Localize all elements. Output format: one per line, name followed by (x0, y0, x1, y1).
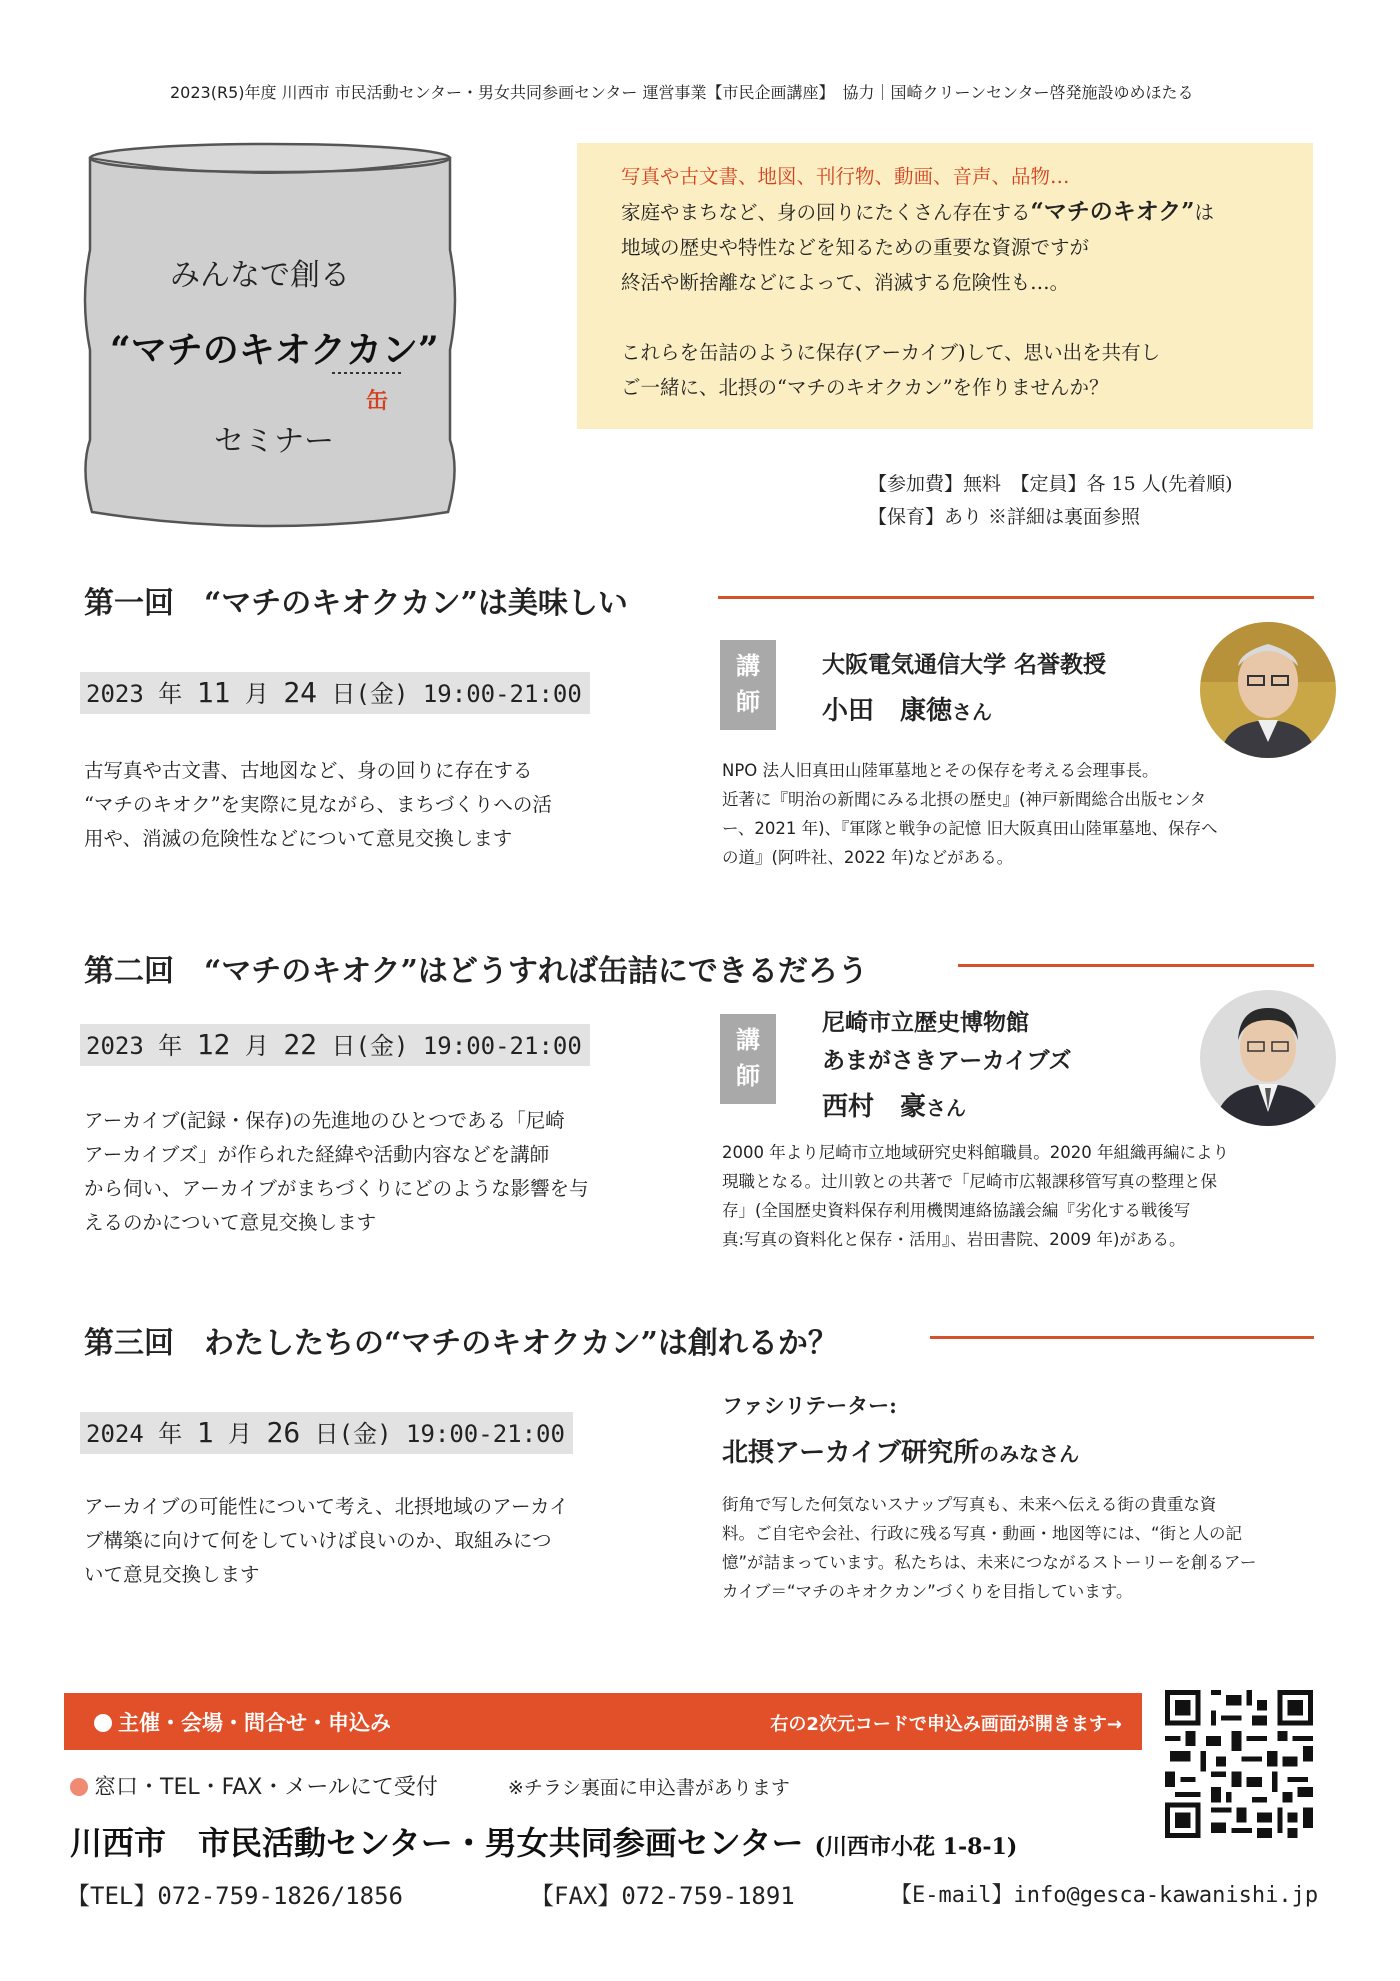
lecturer1-san: さん (952, 700, 993, 724)
reception-text: 窓口・TEL・FAX・メールにて受付 (94, 1775, 438, 1800)
lecturer2-affiliation (822, 1004, 1072, 1080)
lecturer1-name-text: 小田 康徳 (822, 696, 953, 726)
s3-month-label: 月 (228, 1420, 253, 1448)
lecturer1-affiliation: 大阪電気通信大学 名誉教授 (822, 651, 1107, 678)
contact-bar (64, 1693, 1142, 1750)
lecturer2-name (822, 1086, 966, 1123)
bullet-icon (70, 1778, 88, 1796)
lecturer2-san: さん (926, 1096, 967, 1120)
s3-day: 26 (266, 1416, 301, 1449)
session1-date (80, 672, 590, 714)
fee-info (868, 468, 1233, 534)
intro-line6: ご一緒に、北摂の“マチのキオクカン”を作りませんか？ (621, 376, 1109, 399)
intro-line2c: は (1194, 201, 1215, 224)
bar-left-text: 主催・会場・問合せ・申込み (118, 1711, 391, 1735)
s1-year-label: 年 (158, 680, 183, 708)
can-title-main: “マチのキオクカン” (110, 329, 439, 371)
intro-line2a: 家庭やまちなど、身の回りにたくさん存在する (621, 201, 1031, 224)
s1-desc-line: 用や、消滅の危険性などについて意見交換します (84, 827, 513, 850)
organizer-name (70, 1818, 1017, 1864)
intro-line4: 終活や断捨離などによって、消滅する危険性も…。 (621, 271, 1070, 294)
email-link[interactable]: 【E-mail】info@gesca-kawanishi.jp (890, 1883, 1319, 1908)
tel-info[interactable]: 【TEL】072-759-1826/1856 (66, 1882, 403, 1910)
s1-day: 24 (283, 676, 318, 709)
s1-month-label: 月 (244, 680, 269, 708)
facilitator-name-text: 北摂アーカイブ研究所 (722, 1438, 980, 1468)
s3-year: 2024 (86, 1420, 144, 1448)
s2-month-label: 月 (244, 1032, 269, 1060)
tag-text: 講師 (736, 651, 760, 716)
bio-line: 近著に『明治の新聞にみる北摂の歴史』(神戸新聞総合出版センタ (722, 790, 1207, 809)
lecturer1-name (822, 690, 992, 727)
session1-rule (718, 596, 1314, 599)
s3-weekday: 日(金) (314, 1420, 392, 1448)
s3-time: 19:00-21:00 (406, 1420, 565, 1448)
session2-date (80, 1024, 590, 1066)
bio-line: 現職となる。辻川敦との共著で「尼崎市広報課移管写真の整理と保 (722, 1172, 1217, 1191)
facilitator-bio (722, 1490, 1256, 1606)
qr-code[interactable] (1165, 1690, 1313, 1838)
bio-line: 存」(全国歴史資料保存利用機関連絡協議会編『劣化する戦後写 (722, 1201, 1191, 1220)
aff-line: あまがさきアーカイブズ (822, 1047, 1072, 1074)
intro-highlight: “マチのキオク” (1030, 198, 1195, 225)
session2-desc (84, 1104, 589, 1240)
fax-info[interactable]: 【FAX】072-759-1891 (530, 1882, 795, 1910)
bio-line: カイブ＝“マチのキオクカン”づくりを目指しています。 (722, 1582, 1133, 1601)
lecturer1-bio (722, 756, 1218, 872)
lecturer2-bio (722, 1138, 1229, 1254)
s3-desc-line: いて意見交換します (84, 1563, 260, 1586)
session3-date (80, 1412, 573, 1454)
can-title-line3: セミナー (214, 424, 334, 459)
facilitator-san: のみなさん (979, 1442, 1080, 1466)
intro-line5: これらを缶詰のように保存(アーカイブ)して、思い出を共有し (621, 341, 1161, 364)
s3-year-label: 年 (158, 1420, 183, 1448)
bio-line: 2000 年より尼崎市立地域研究史料館職員。2020 年組織再編により (722, 1143, 1229, 1162)
bio-line: 料。ご自宅や会社、行政に残る写真・動画・地図等には、“街と人の記 (722, 1524, 1243, 1543)
s2-year-label: 年 (158, 1032, 183, 1060)
bio-line: NPO 法人旧真田山陸軍墓地とその保存を考える会理事長。 (722, 761, 1159, 780)
can-kan-char: 缶 (366, 388, 389, 414)
s2-desc-line: から伺い、アーカイブがまちづくりにどのような影響を与 (84, 1177, 589, 1200)
s1-weekday: 日(金) (331, 680, 409, 708)
bio-line: 真:写真の資料化と保存・活用』、岩田書院、2009 年)がある。 (722, 1230, 1186, 1249)
lecturer1-photo (1200, 622, 1336, 758)
aff-line: 尼崎市立歴史博物館 (822, 1009, 1029, 1036)
header-info: 2023(R5)年度 川西市 市民活動センター・男女共同参画センター 運営事業【市民企画講座】 協力｜国崎クリーンセンター啓発施設ゆめほたる (170, 83, 1194, 102)
s2-month: 12 (196, 1028, 231, 1061)
s3-month: 1 (196, 1416, 214, 1449)
session2-title: 第二回 “マチのキオク”はどうすれば缶詰にできるだろう (84, 954, 868, 989)
lecturer2-name-text: 西村 豪 (822, 1092, 927, 1122)
lecturer2-tag (720, 1014, 776, 1104)
session2-rule (958, 964, 1314, 967)
s2-desc-line: えるのかについて意見交換します (84, 1211, 377, 1234)
s1-month: 11 (196, 676, 231, 709)
s1-desc-line: “マチのキオク”を実際に見ながら、まちづくりへの活 (84, 793, 552, 816)
s1-time: 19:00-21:00 (422, 680, 582, 708)
reception-info (70, 1770, 790, 1801)
s2-desc-line: アーカイブズ」が作られた経緯や活動内容などを講師 (84, 1143, 550, 1166)
bio-line: の道』(阿吽社、2022 年)などがある。 (722, 848, 1014, 867)
org-address: (川西市小花 1-8-1) (814, 1834, 1018, 1860)
facilitator-label: ファシリテーター: (722, 1393, 897, 1418)
s2-time: 19:00-21:00 (422, 1032, 582, 1060)
bio-line: 街角で写した何気ないスナップ写真も、未来へ伝える街の貴重な資 (722, 1495, 1217, 1514)
session1-desc (84, 754, 552, 856)
fee-line1: 【参加費】無料 【定員】各 15 人(先着順) (868, 473, 1233, 495)
s2-day: 22 (283, 1028, 318, 1061)
bullet-icon (94, 1714, 112, 1732)
fee-line2: 【保育】あり ※詳細は裏面参照 (868, 506, 1141, 528)
s2-desc-line: アーカイブ(記録・保存)の先進地のひとつである「尼崎 (84, 1109, 565, 1132)
reception-note: ※チラシ裏面に申込書があります (507, 1777, 790, 1799)
bio-line: ー、2021 年)、『軍隊と戦争の記憶 旧大阪真田山陸軍墓地、保存へ (722, 819, 1218, 838)
session3-title: 第三回 わたしたちの“マチのキオクカン”は創れるか？ (84, 1326, 838, 1361)
s3-desc-line: アーカイブの可能性について考え、北摂地域のアーカイ (84, 1495, 569, 1518)
org-text: 川西市 市民活動センター・男女共同参画センター (70, 1824, 804, 1862)
session3-rule (930, 1336, 1314, 1339)
intro-line2 (621, 194, 1287, 230)
lecturer1-tag (720, 640, 776, 730)
s2-weekday: 日(金) (331, 1032, 409, 1060)
can-title-line1: みんなで創る (170, 258, 350, 293)
facilitator-name (722, 1432, 1079, 1469)
tag-text: 講師 (736, 1025, 760, 1090)
s1-desc-line: 古写真や古文書、古地図など、身の回りに存在する (84, 759, 533, 782)
intro-line3: 地域の歴史や特性などを知るための重要な資源ですが (621, 236, 1090, 259)
s1-year: 2023 (86, 680, 144, 708)
lecturer2-photo (1200, 990, 1336, 1126)
s2-year: 2023 (86, 1032, 144, 1060)
contact-bar-right: 右の2次元コードで申込み画面が開きます→ (770, 1714, 1122, 1735)
intro-box (577, 143, 1313, 429)
intro-line1: 写真や古文書、地図、刊行物、動画、音声、品物… (621, 165, 1070, 188)
s3-desc-line: ブ構築に向けて何をしていけば良いのか、取組みにつ (84, 1529, 552, 1552)
bio-line: 憶”が詰まっています。私たちは、未来につながるストーリーを創るアー (722, 1553, 1257, 1572)
contact-bar-left (94, 1707, 391, 1737)
dotted-underline (332, 370, 404, 376)
session1-title: 第一回 “マチのキオクカン”は美味しい (84, 586, 628, 621)
session3-desc (84, 1490, 569, 1592)
